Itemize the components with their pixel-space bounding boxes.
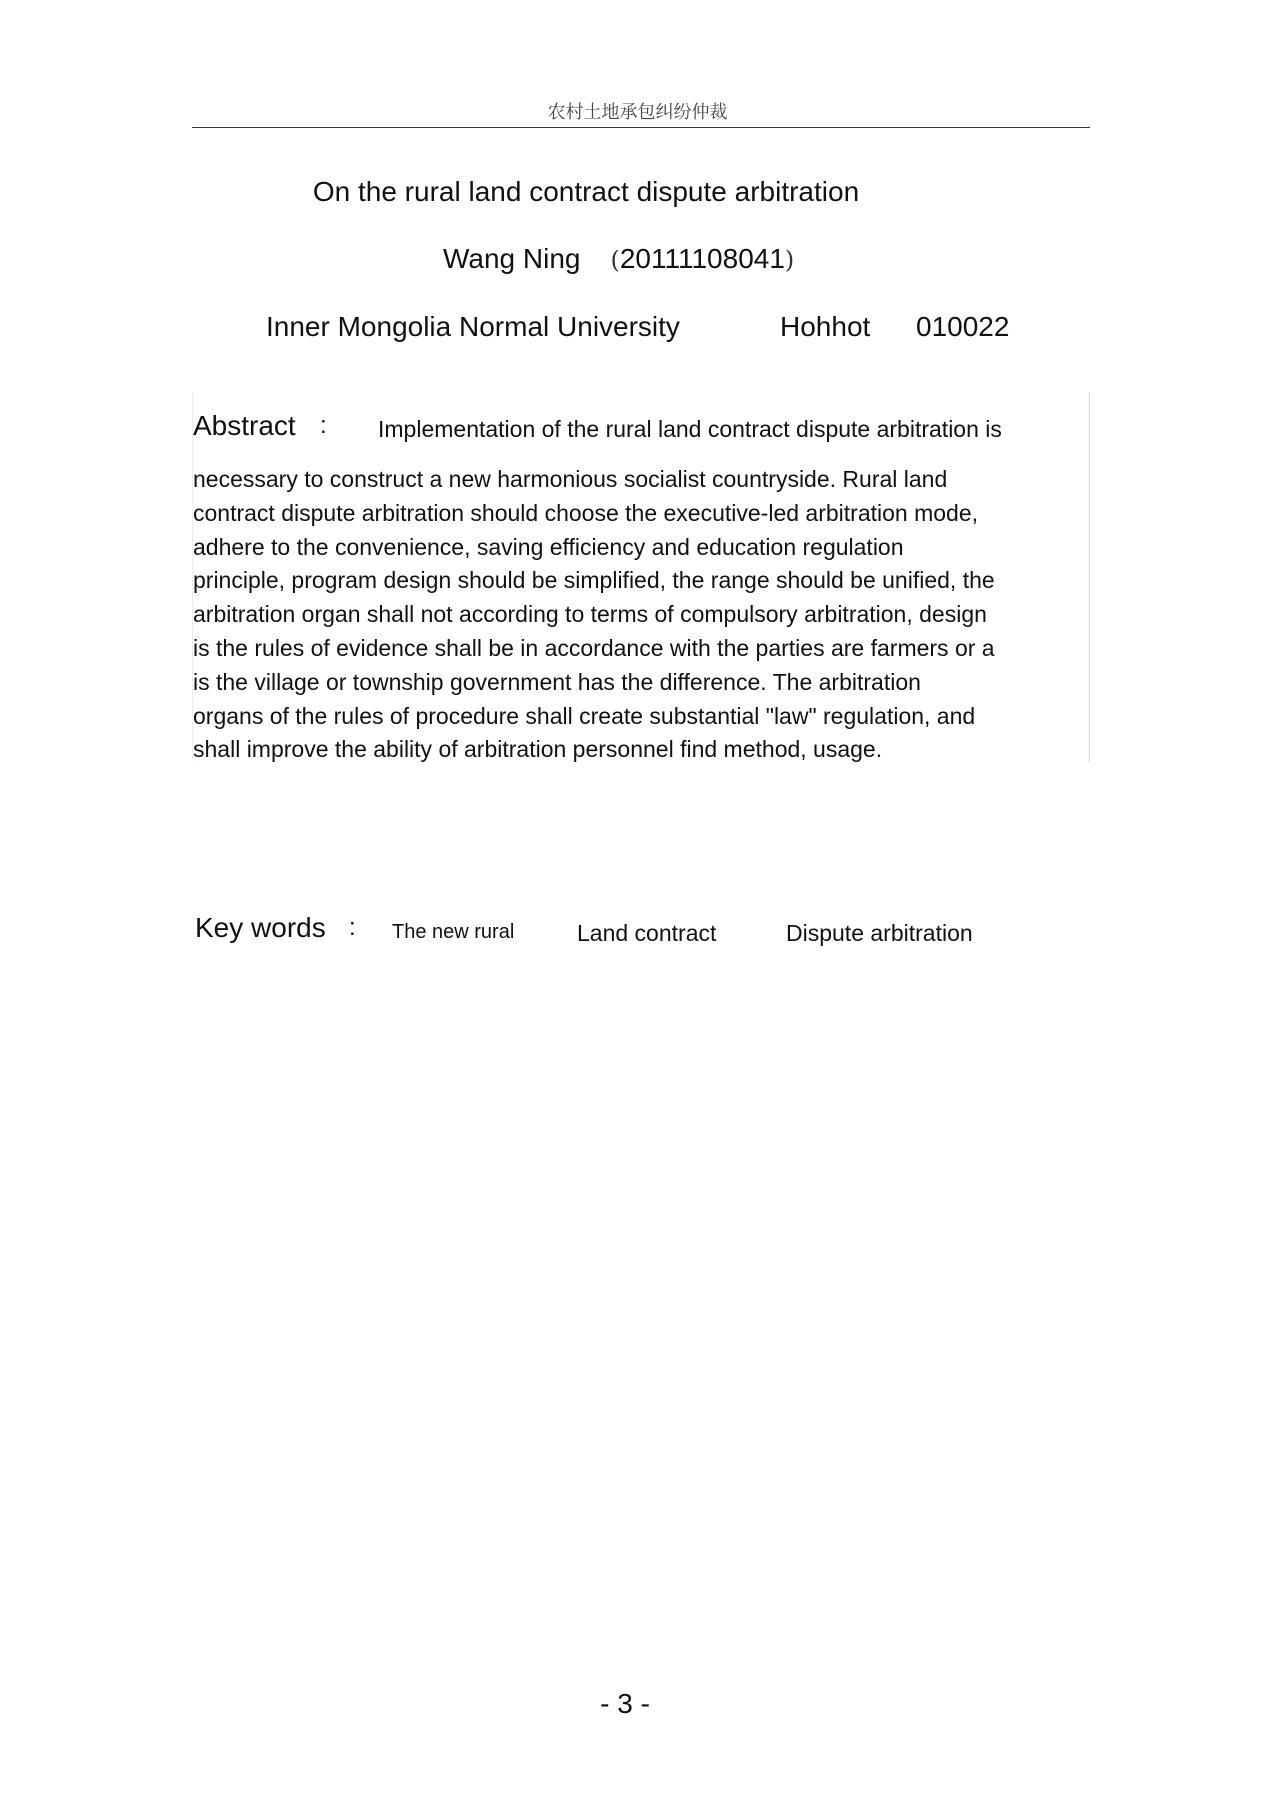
header-rule xyxy=(192,127,1090,128)
abstract-line-7: is the rules of evidence shall be in accordance with the parties are farmers or a xyxy=(193,634,995,661)
abstract-line-2: necessary to construct a new harmonious socialist countryside. Rural land xyxy=(193,466,948,492)
keyword-2: Land contract xyxy=(577,920,717,946)
abstract-line-8: is the village or township government has the difference. The arbitration xyxy=(193,668,921,695)
abstract-line-9: organs of the rules of procedure shall create substantial "law" regulation, and xyxy=(193,702,976,729)
author-name: Wang Ning xyxy=(443,243,581,274)
abstract-line-3: contract dispute arbitration should choose the executive-led arbitration mode, xyxy=(193,499,979,526)
keyword-1: The new rural xyxy=(392,921,515,943)
abstract-line-10: shall improve the ability of arbitration personnel find method, usage. xyxy=(193,736,883,763)
author-line xyxy=(443,243,794,275)
affiliation-postal-code: 010022 xyxy=(916,311,1010,342)
id-open-paren: ( xyxy=(610,246,620,274)
affiliation-city: Hohhot xyxy=(780,311,871,342)
id-close-paren: ) xyxy=(784,246,795,274)
page-number: - 3 - xyxy=(600,1688,650,1719)
abstract-line-1: Implementation of the rural land contract dispute arbitration is xyxy=(378,416,1002,442)
keyword-3: Dispute arbitration xyxy=(786,920,973,946)
abstract-line-5: principle, program design should be simplified, the range should be unified, the xyxy=(193,567,995,594)
student-id: 20111108041 xyxy=(619,243,785,274)
affiliation-university: Inner Mongolia Normal University xyxy=(266,311,680,342)
abstract-body xyxy=(193,463,1093,767)
keywords-colon: : xyxy=(349,914,356,941)
abstract-label: Abstract xyxy=(193,410,296,441)
abstract-colon: : xyxy=(320,412,327,439)
running-header: 农村土地承包纠纷仲裁 xyxy=(547,102,728,123)
paper-title: On the rural land contract dispute arbitration xyxy=(312,176,860,207)
abstract-line-6: arbitration organ shall not according to terms of compulsory arbitration, design xyxy=(193,601,987,628)
abstract-line-4: adhere to the convenience, saving efficiency and education regulation xyxy=(193,533,904,560)
keywords-label: Key words xyxy=(195,912,326,943)
